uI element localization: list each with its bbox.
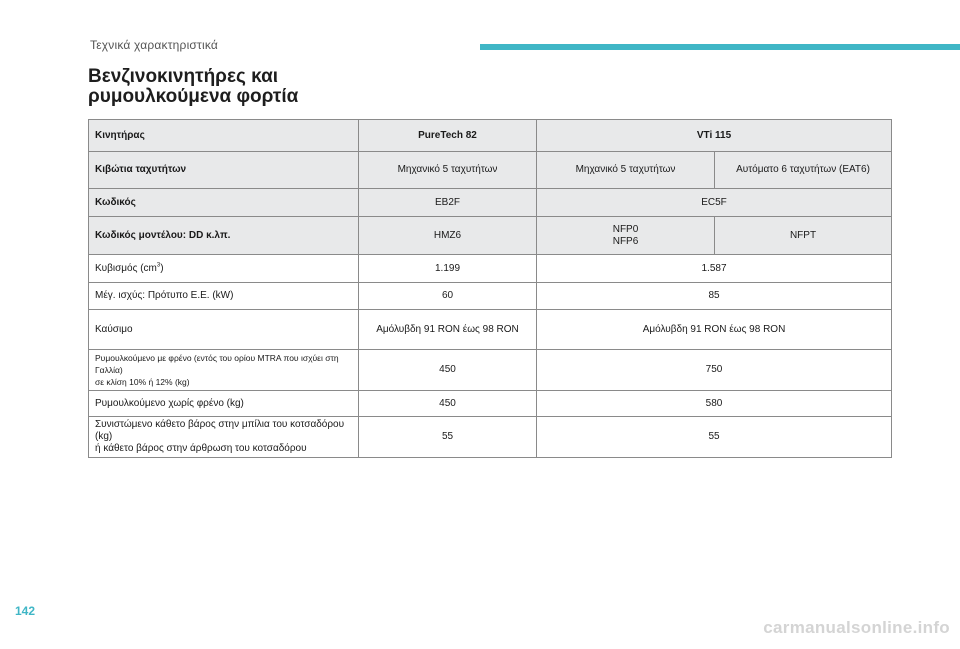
page-title [88,67,488,107]
displacement-label-sup: 3 [156,262,161,269]
displacement-label-end: ) [160,262,164,274]
engine-value-1: PureTech 82 [359,120,537,152]
accent-bar [480,44,960,50]
table-row-model-code [89,217,892,255]
table-row-gearbox [89,152,892,189]
model-code-value-1: HMZ6 [359,217,537,255]
displacement-value-1: 1.199 [359,255,537,283]
displacement-label [89,255,359,283]
fuel-value-2: Αμόλυβδη 91 RON έως 98 RON [537,310,892,350]
unbraked-trailer-label: Ρυμουλκούμενο χωρίς φρένο (kg) [89,391,359,417]
code-label: Κωδικός [89,189,359,217]
table-row-nose-weight [89,417,892,458]
page-title-line-2: ρυμουλκούμενα φορτία [88,86,299,107]
page-title-line-1: Βενζινοκινητήρες και [88,66,279,87]
engine-label: Κινητήρας [89,120,359,152]
power-value-1: 60 [359,283,537,310]
code-value-1: EB2F [359,189,537,217]
nose-weight-label-line-2: ή κάθετο βάρος στην άρθρωση του κοτσαδόρου [95,443,307,454]
table-row-displacement [89,255,892,283]
fuel-value-1: Αμόλυβδη 91 RON έως 98 RON [359,310,537,350]
engine-spec-table [88,119,892,458]
gearbox-value-2: Μηχανικό 5 ταχυτήτων [537,152,715,189]
watermark: carmanualsonline.info [763,618,950,637]
displacement-label-text: Κυβισμός (cm [95,262,157,274]
power-value-2: 85 [537,283,892,310]
nose-weight-value-1: 55 [359,417,537,458]
table-row-code [89,189,892,217]
nose-weight-label-line-1: Συνιστώμενο κάθετο βάρος στην μπίλια του κοτσαδόρου (kg) [95,419,345,442]
model-code-value-3: NFPT [715,217,892,255]
page-number: 142 [15,604,36,618]
engine-value-2: VTi 115 [537,120,892,152]
model-code-value-2 [537,217,715,255]
nose-weight-value-2: 55 [537,417,892,458]
nose-weight-label [89,417,359,458]
gearbox-value-1: Μηχανικό 5 ταχυτήτων [359,152,537,189]
braked-trailer-value-1: 450 [359,350,537,391]
gearbox-label: Κιβώτια ταχυτήτων [89,152,359,189]
table-row-engine [89,120,892,152]
table-row-braked-trailer [89,350,892,391]
section-header: Τεχνικά χαρακτηριστικά [90,38,219,52]
fuel-label: Καύσιμο [89,310,359,350]
braked-trailer-value-2: 750 [537,350,892,391]
table-row-fuel [89,310,892,350]
unbraked-trailer-value-1: 450 [359,391,537,417]
table-row-power [89,283,892,310]
code-value-2: EC5F [537,189,892,217]
model-code-label: Κωδικός μοντέλου: DD κ.λπ. [89,217,359,255]
braked-trailer-label [89,350,359,391]
unbraked-trailer-value-2: 580 [537,391,892,417]
table-row-unbraked-trailer [89,391,892,417]
braked-trailer-label-line-1: Ρυμουλκούμενο με φρένο (εντός του ορίου MTRA που ισχύει στη Γαλλία) [95,353,339,375]
power-label: Μέγ. ισχύς: Πρότυπο Ε.Ε. (kW) [89,283,359,310]
braked-trailer-label-line-2: σε κλίση 10% ή 12% (kg) [95,377,190,387]
model-code-value-2-line-1: NFP0 [612,223,639,235]
displacement-value-2: 1.587 [537,255,892,283]
gearbox-value-3: Αυτόματο 6 ταχυτήτων (EAT6) [715,152,892,189]
model-code-value-2-line-2: NFP6 [612,235,639,247]
